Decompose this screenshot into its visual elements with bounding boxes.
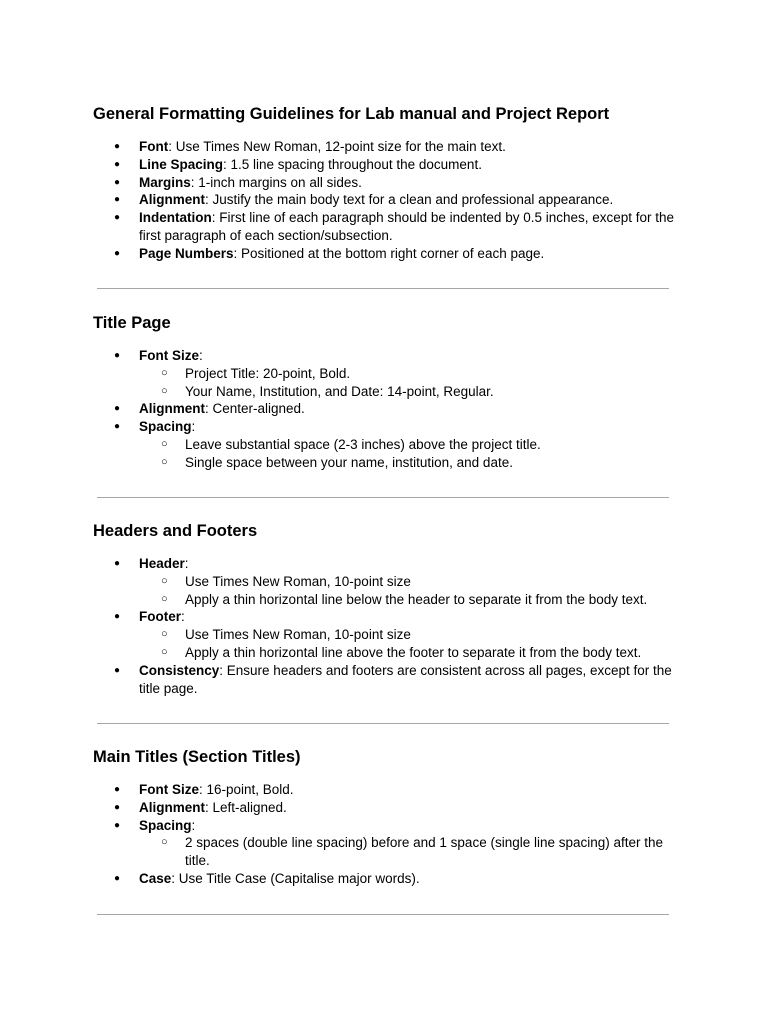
sub-list [139, 626, 683, 662]
item-term: Indentation [139, 210, 212, 226]
list-item [93, 781, 683, 799]
section-heading: Main Titles (Section Titles) [93, 748, 301, 766]
item-text: : 16-point, Bold. [199, 782, 294, 797]
list-item [93, 662, 683, 698]
item-text: : Justify the main body text for a clean and professional appearance. [205, 192, 614, 208]
item-text: : [184, 556, 189, 571]
item-term: Alignment [139, 799, 205, 815]
list-item [93, 209, 683, 245]
bullet-list [93, 555, 683, 697]
item-text: : Use Times New Roman, 12-point size for the main text. [168, 139, 506, 154]
section-heading: Title Page [93, 314, 171, 332]
section-heading: General Formatting Guidelines for Lab manual and Project Report [93, 105, 610, 123]
section-general-formatting [93, 104, 683, 263]
horizontal-divider [97, 497, 669, 498]
item-term: Page Numbers [139, 245, 234, 261]
sub-list-item: ○ Single space between your name, institution, and date. [139, 454, 683, 472]
item-text: : [199, 348, 203, 363]
sub-list-item: ○ Apply a thin horizontal line below the header to separate it from the body text. [139, 591, 683, 609]
item-text: : 1-inch margins on all sides. [190, 174, 362, 190]
item-term: Case [139, 870, 172, 886]
item-term: Font [139, 139, 169, 154]
section-heading: Headers and Footers [93, 522, 258, 540]
item-term: Margins [139, 174, 191, 190]
list-item [93, 817, 683, 870]
sub-list [139, 834, 683, 870]
list-item [93, 156, 683, 174]
bullet-list [93, 347, 683, 472]
item-text: : [191, 419, 196, 435]
item-text: : Center-aligned. [205, 401, 305, 417]
item-term: Font Size [139, 782, 199, 797]
sub-list-item: ○ 2 spaces (double line spacing) before and 1 space (single line spacing) after the title. [139, 834, 683, 870]
sub-list [139, 365, 683, 401]
list-item [93, 174, 683, 192]
sub-list-item: ○ Use Times New Roman, 10-point size [139, 626, 683, 644]
list-item [93, 245, 683, 263]
horizontal-divider [97, 723, 669, 724]
item-term: Consistency [139, 662, 220, 678]
item-text: : [181, 609, 185, 625]
item-text: : Left-aligned. [205, 799, 287, 815]
bullet-list [93, 781, 683, 888]
bullet-list [93, 138, 683, 263]
section-headers-footers [93, 521, 683, 697]
item-term: Alignment [139, 192, 205, 208]
list-item [93, 608, 683, 661]
item-term: Spacing [139, 817, 192, 833]
item-text: : Ensure headers and footers are consistent across all pages, except for the title page. [139, 662, 672, 696]
item-text: : First line of each paragraph should be indented by 0.5 inches, except for the first paragraph of each section/subsection. [139, 210, 675, 243]
list-item [93, 418, 683, 471]
item-term: Header [139, 556, 185, 571]
list-item [93, 870, 683, 888]
item-term: Spacing [139, 419, 192, 435]
item-term: Font Size [139, 348, 199, 363]
item-text: : Use Title Case (Capitalise major words). [171, 870, 420, 886]
list-item [93, 347, 683, 400]
item-term: Footer [139, 609, 181, 625]
section-title-page [93, 313, 683, 472]
sub-list-item: ○ Project Title: 20-point, Bold. [139, 365, 683, 383]
list-item [93, 400, 683, 418]
sub-list [139, 573, 683, 609]
sub-list-item: ○ Your Name, Institution, and Date: 14-point, Regular. [139, 383, 683, 401]
list-item [93, 555, 683, 608]
horizontal-divider [97, 914, 669, 915]
sub-list-item: ○ Use Times New Roman, 10-point size [139, 573, 683, 591]
sub-list-item: ○ Apply a thin horizontal line above the footer to separate it from the body text. [139, 644, 683, 662]
item-term: Alignment [139, 401, 205, 417]
list-item [93, 191, 683, 209]
item-term: Line Spacing [139, 156, 224, 172]
sub-list-item: ○ Leave substantial space (2-3 inches) above the project title. [139, 436, 683, 454]
item-text: : Positioned at the bottom right corner of each page. [233, 245, 545, 261]
list-item [93, 138, 683, 156]
item-text: : 1.5 line spacing throughout the document. [223, 156, 482, 172]
horizontal-divider [97, 288, 669, 289]
section-main-titles [93, 747, 683, 888]
item-text: : [191, 817, 196, 833]
sub-list [139, 436, 683, 472]
list-item [93, 799, 683, 817]
